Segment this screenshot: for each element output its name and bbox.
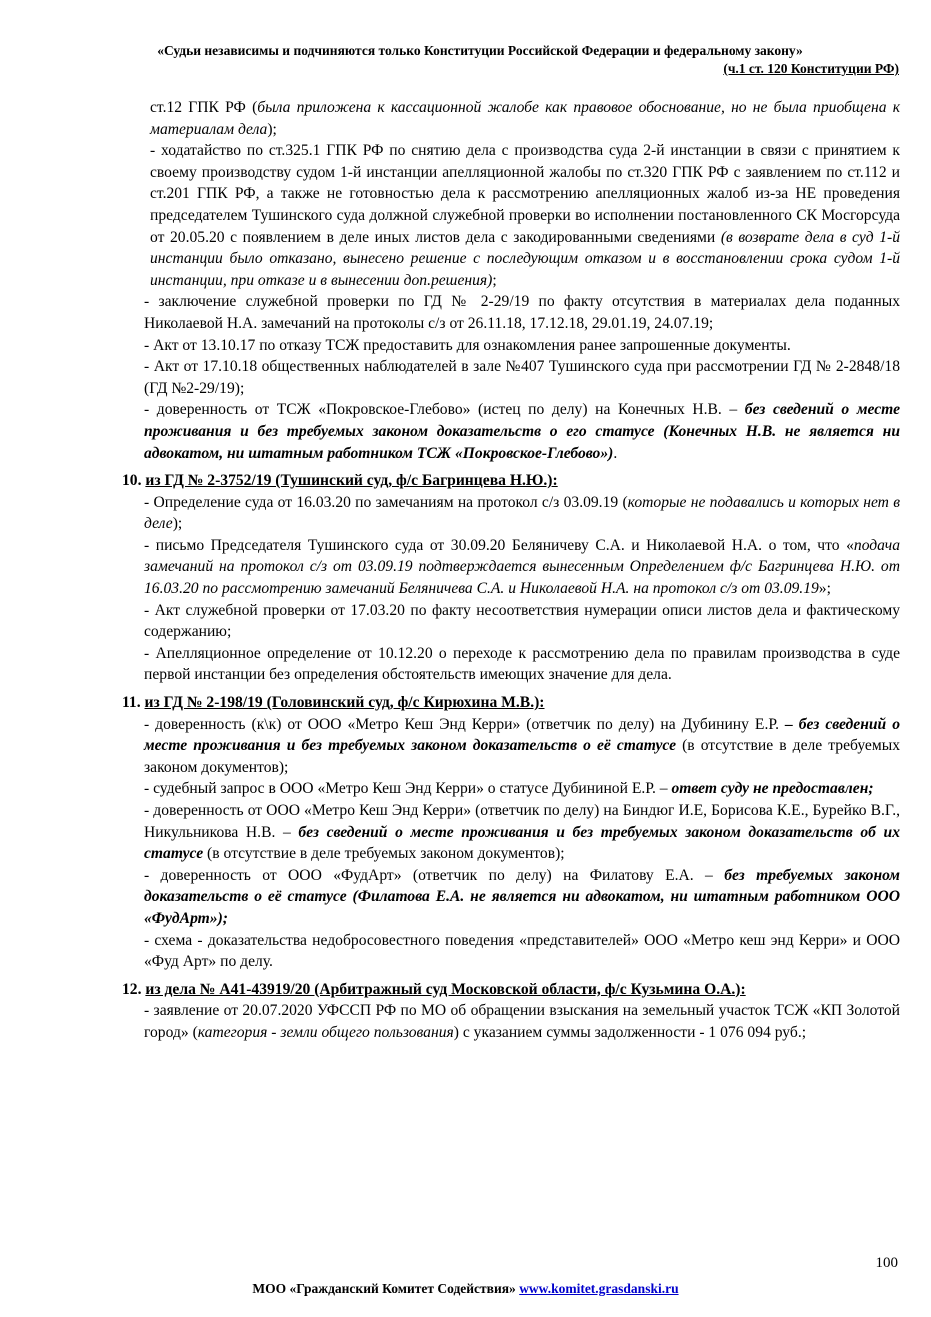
power-of-attorney-item: - доверенность от ТСЖ «Покровское-Глебово» (истец по делу) на Конечных Н.В. – без сведений о месте проживания и без требуемых законом доказательств о его статусе (Конечных Н.В. не является ни адвокатом, ни штатным работником ТСЖ «Покровское-Глебово»). bbox=[144, 401, 900, 462]
footer-organization: МОО «Гражданский Комитет Содействия» bbox=[252, 1281, 520, 1296]
s10-item-2: - письмо Председателя Тушинского суда от 30.09.20 Беляничеву С.А. и Николаевой Н.А. о том, что «подача замечаний на протокол с/з от 03.09.19 подтверждается вынесенным Определением ф/с Багринцева Н.Ю. от 16.03.20 по рассмотрению замечаний Беляничева С.А. и Николаевой Н.А. на протокол с/з от 03.09.19»; bbox=[144, 536, 900, 598]
s11-item-1: - доверенность (к\к) от ООО «Метро Кеш Энд Керри» (ответчик по делу) на Дубинину Е.Р. – без сведений о месте проживания и без требуемых законом доказательств о её статусе (в отсутствие в деле требуемых законом документов); bbox=[144, 715, 900, 776]
s10-item-4: - Апелляционное определение от 10.12.20 о переходе к рассмотрению дела по правилам производства в суде первой инстанции без определения обстоятельств имеющих значение для дела. bbox=[144, 644, 900, 684]
footer-website-link[interactable]: www.komitet.grasdanski.ru bbox=[519, 1281, 679, 1296]
header-quote: «Судьи независимы и подчиняются только Конституции Российской Федерации и федеральному закону» bbox=[157, 43, 803, 58]
section-11-heading: 11. из ГД № 2-198/19 (Головинский суд, ф/с Кирюхина М.В.): bbox=[122, 694, 545, 712]
s11-item-5: - схема - доказательства недобросовестного поведения «представителей» ООО «Метро кеш энд Керри» и ООО «Фуд Арт» по делу. bbox=[144, 931, 900, 971]
s11-item-3: - доверенность от ООО «Метро Кеш Энд Керри» (ответчик по делу) на Биндюг И.Е, Борисова К.Е., Бурейко В.Г., Никульникова Н.В. – без сведений о месте проживания и без требуемых законом доказательств об их статусе (в отсутствие в деле требуемых законом документов); bbox=[144, 802, 900, 863]
s10-item-3: - Акт служебной проверки от 17.03.20 по факту несоответствия нумерации описи листов дела и фактическому содержанию; bbox=[144, 601, 900, 641]
s10-item-1: - Определение суда от 16.03.20 по замечаниям на протокол с/з 03.09.19 (которые не подавались и которых нет в деле); bbox=[144, 493, 900, 533]
motion-item: - ходатайство по ст.325.1 ГПК РФ по снятию дела с производства суда 2-й инстанции в связи с принятием к своему производству судом 1-й инстанции апелляционной жалобы по ст.320 ГПК РФ с заявлением по ст.112 и ст.201 ГПК РФ, а также не готовностью дела к рассмотрению апелляционных жалоб из-за НЕ проведения председателем Тушинского суда должной служебной проверки во исполнении постановленного СК Мосгорсуда от 20.05.20 с появлением в деле иных листов дела с закодированными сведениями (в возврате дела в суд 1-й инстанции было отказано, вынесено решение с последующим отказом и в восстановлении срока судом 1-й инстанции, при отказе и в вынесении доп.решения); bbox=[150, 142, 900, 289]
section-12-heading: 12. из дела № А41-43919/20 (Арбитражный суд Московской области, ф/с Кузьмина О.А.): bbox=[122, 980, 746, 998]
s11-item-4: - доверенность от ООО «ФудАрт» (ответчик по делу) на Филатову Е.А. – без требуемых законом доказательств о её статусе (Филатова Е.А. не является ни адвокатом, ни штатным работником ООО «ФудАрт»); bbox=[144, 866, 900, 927]
document-body bbox=[122, 97, 900, 1044]
footer bbox=[0, 1281, 931, 1297]
continued-item: ст.12 ГПК РФ (была приложена к кассационной жалобе как правовое обоснование, но не была приобщена к материалам дела); bbox=[150, 99, 900, 138]
s11-item-2: - судебный запрос в ООО «Метро Кеш Энд Керри» о статусе Дубининой Е.Р. – ответ суду не предоставлен; bbox=[144, 780, 874, 798]
header-citation: (ч.1 ст. 120 Конституции РФ) bbox=[723, 61, 899, 76]
page-number: 100 bbox=[875, 1255, 898, 1271]
s12-item-1: - заявление от 20.07.2020 УФССП РФ по МО об обращении взыскания на земельный участок ТСЖ «КП Золотой город» (категория - земли общего пользования) с указанием суммы задолженности - 1 076 094 руб.; bbox=[144, 1002, 900, 1041]
inspection-conclusion-item: - заключение служебной проверки по ГД № 2-29/19 по факту отсутствия в материалах дела поданных Николаевой Н.А. замечаний на протоколы с/з от 26.11.18, 17.12.18, 29.01.19, 24.07.19; bbox=[144, 293, 900, 332]
section-10-heading: 10. из ГД № 2-3752/19 (Тушинский суд, ф/с Багринцева Н.Ю.): bbox=[122, 472, 558, 490]
act-item-1: - Акт от 13.10.17 по отказу ТСЖ предоставить для ознакомления ранее запрошенные документы. bbox=[144, 336, 791, 354]
act-item-2: - Акт от 17.10.18 общественных наблюдателей в зале №407 Тушинского суда при рассмотрении ГД № 2-2848/18 (ГД №2-29/19); bbox=[144, 358, 900, 397]
